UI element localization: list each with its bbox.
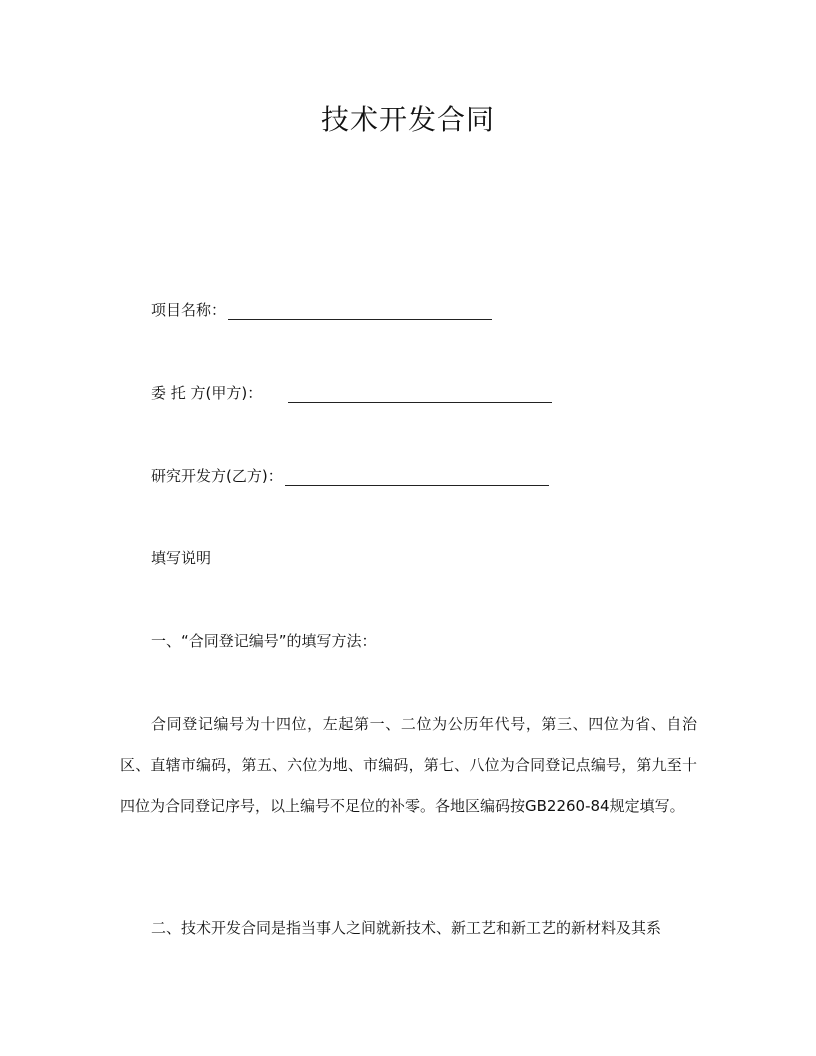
- instructions-heading: 填写说明: [151, 549, 212, 567]
- document-title: 技术开发合同: [320, 103, 495, 136]
- project-name-label: 项目名称：: [151, 301, 227, 319]
- developer-label: 研究开发方(乙方)：: [151, 467, 283, 485]
- client-label: 委 托 方(甲方)：: [151, 384, 263, 402]
- client-blank-line: [288, 388, 552, 403]
- section1-heading: 一、“合同登记编号”的填写方法：: [151, 632, 377, 650]
- developer-field: [151, 465, 549, 486]
- project-name-field: [151, 299, 492, 320]
- developer-blank-line: [285, 471, 549, 486]
- section1-body: 合同登记编号为十四位，左起第一、二位为公历年代号，第三、四位为省、自治区、直辖市编码，第五、六位为地、市编码，第七、八位为合同登记点编号，第九至十四位为合同登记序号，以上编号不足位的补零。各地区编码按GB2260-84规定填写。: [120, 715, 697, 815]
- project-name-blank-line: [228, 305, 492, 320]
- section2-body: 二、技术开发合同是指当事人之间就新技术、新工艺和新工艺的新材料及其系: [151, 919, 662, 937]
- client-field: [151, 382, 552, 403]
